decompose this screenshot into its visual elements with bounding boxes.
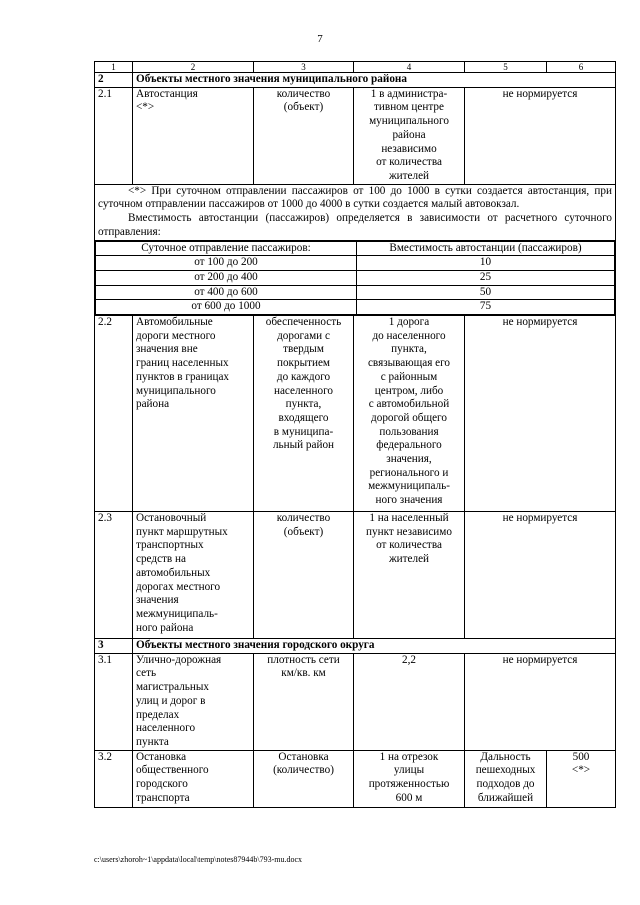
column-number-row — [95, 62, 616, 73]
column-number: 2 — [133, 62, 254, 73]
row-number: 2.2 — [95, 316, 133, 512]
indicator-value: 1 на отрезок улицы протяженностью 600 м — [354, 750, 465, 807]
page-number: 7 — [317, 33, 323, 45]
column-number: 4 — [354, 62, 465, 73]
column-number: 5 — [465, 62, 547, 73]
table-row — [95, 87, 616, 184]
norms-table — [94, 61, 616, 808]
capacity-row — [96, 270, 615, 285]
capacity-header-right: Вместимость автостанции (пассажиров) — [357, 241, 615, 256]
section-header — [95, 639, 616, 654]
capacity-range: от 200 до 400 — [96, 270, 357, 285]
object-name: Автостанция <*> — [133, 87, 254, 184]
table-row — [95, 512, 616, 639]
capacity-table-row — [95, 240, 616, 316]
capacity-range: от 600 до 1000 — [96, 300, 357, 315]
indicator-value: 1 в администра- тивном центре муниципального района независимо от количества жителей — [354, 87, 465, 184]
object-name: Улично-дорожная сеть магистральных улиц и дорог в пределах населенного пункта — [133, 653, 254, 750]
column-number: 6 — [547, 62, 616, 73]
indicator-unit: плотность сети км/кв. км — [254, 653, 354, 750]
capacity-value: 75 — [357, 300, 615, 315]
row-number: 2.3 — [95, 512, 133, 639]
object-name: Автомобильные дороги местного значения вне границ населенных пунктов в границах муниципального района — [133, 316, 254, 512]
footnote-paragraph: Вместимость автостанции (пассажиров) определяется в зависимости от расчетного суточного отправления: — [98, 212, 612, 238]
accessibility-norm: не нормируется — [465, 653, 616, 750]
accessibility-norm: не нормируется — [465, 316, 616, 512]
capacity-header — [96, 241, 615, 256]
file-path-footer: c:\users\zhoroh~1\appdata\local\temp\notes87944b\793-mu.docx — [94, 855, 303, 864]
capacity-range: от 100 до 200 — [96, 256, 357, 271]
table-row — [95, 750, 616, 807]
capacity-value: 25 — [357, 270, 615, 285]
capacity-value: 10 — [357, 256, 615, 271]
row-number: 2.1 — [95, 87, 133, 184]
capacity-value: 50 — [357, 285, 615, 300]
table-row — [95, 653, 616, 750]
accessibility-norm-name: Дальность пешеходных подходов до ближайшей — [465, 750, 547, 807]
capacity-range: от 400 до 600 — [96, 285, 357, 300]
section-number: 2 — [95, 73, 133, 88]
capacity-row — [96, 285, 615, 300]
section-header — [95, 73, 616, 88]
object-name: Остановка общественного городского транспорта — [133, 750, 254, 807]
footnote — [95, 184, 616, 240]
section-title: Объекты местного значения муниципального района — [133, 73, 616, 88]
object-name: Остановочный пункт маршрутных транспортных средств на автомобильных дорогах местного значения межмуниципаль- ного района — [133, 512, 254, 639]
section-title: Объекты местного значения городского округа — [133, 639, 616, 654]
row-number: 3.1 — [95, 653, 133, 750]
capacity-table — [95, 241, 615, 316]
indicator-unit: количество (объект) — [254, 87, 354, 184]
accessibility-norm: не нормируется — [465, 87, 616, 184]
indicator-unit: количество (объект) — [254, 512, 354, 639]
column-number: 1 — [95, 62, 133, 73]
capacity-row — [96, 300, 615, 315]
indicator-unit: обеспеченность дорогами с твердым покрытием до каждого населенного пункта, входящего в муниципа- льный район — [254, 316, 354, 512]
indicator-unit: Остановка (количество) — [254, 750, 354, 807]
column-number: 3 — [254, 62, 354, 73]
note-row — [95, 184, 616, 240]
indicator-value: 2,2 — [354, 653, 465, 750]
section-number: 3 — [95, 639, 133, 654]
row-number: 3.2 — [95, 750, 133, 807]
table-row — [95, 316, 616, 512]
capacity-row — [96, 256, 615, 271]
indicator-value: 1 на населенный пункт независимо от количества жителей — [354, 512, 465, 639]
accessibility-norm: не нормируется — [465, 512, 616, 639]
footnote-paragraph: <*> При суточном отправлении пассажиров от 100 до 1000 в сутки создается автостанция, при суточном отправлении пассажиров от 1000 до 4000 в сутки создается малый автовокзал. — [98, 184, 612, 211]
accessibility-norm-value: 500 <*> — [547, 750, 616, 807]
capacity-header-left: Суточное отправление пассажиров: — [96, 241, 357, 256]
indicator-value: 1 дорога до населенного пункта, связывающая его с районным центром, либо с автомобильной дорогой общего пользования федерального значения, регионального и межмуниципаль- ного значения — [354, 316, 465, 512]
